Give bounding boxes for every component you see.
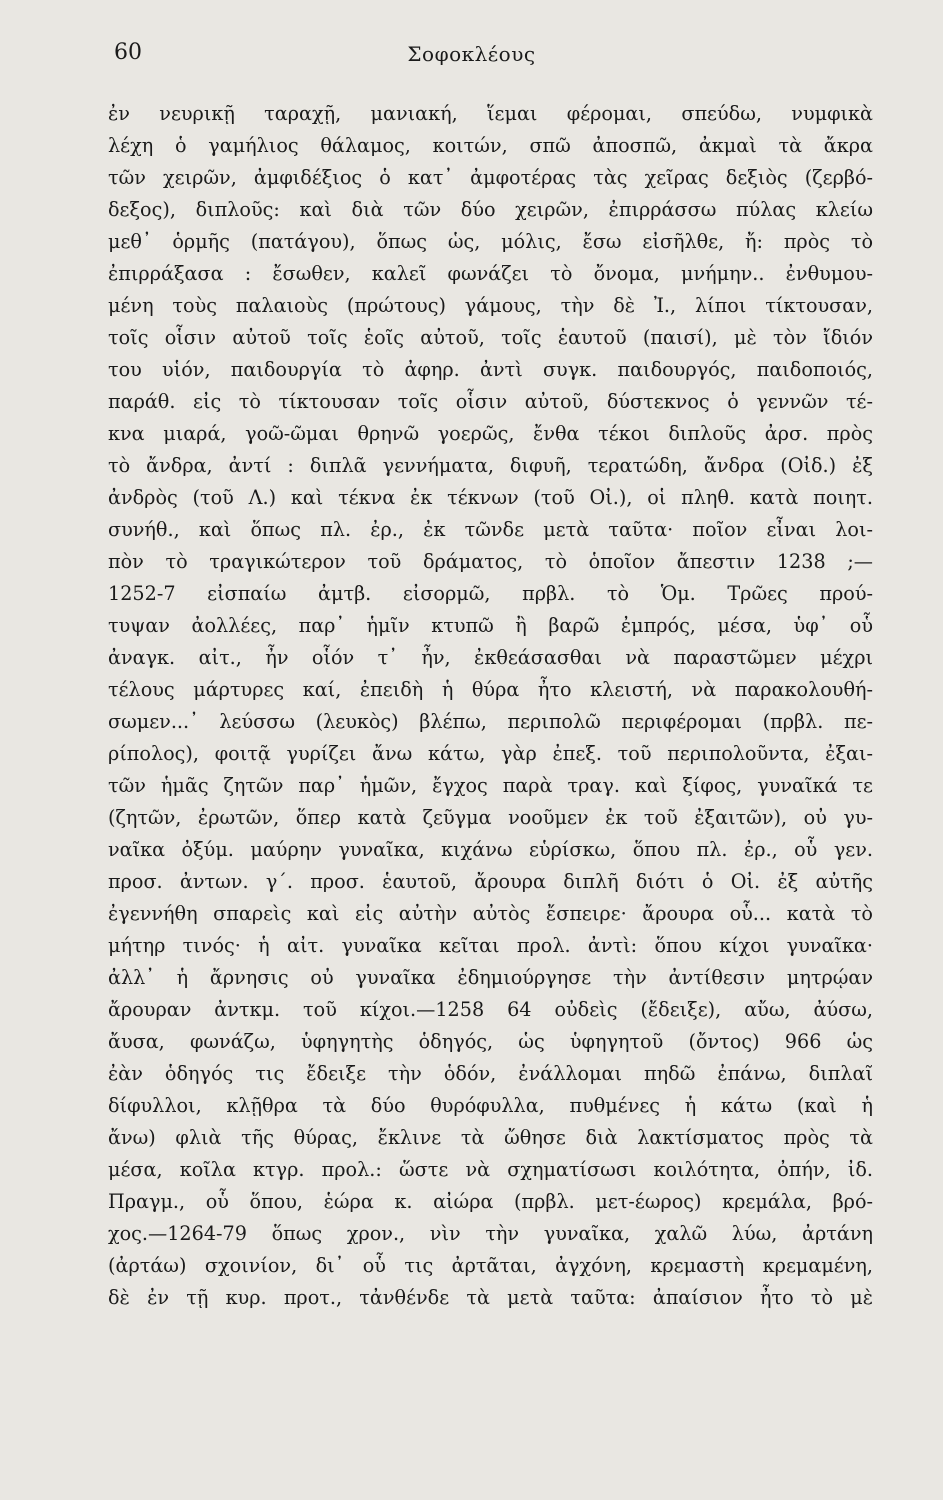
text-line: προσ. ἀντων. γ΄. προσ. ἑαυτοῦ, ἄρουρα διπλῆ διότι ὁ Οἰ. ἐξ αὐτῆς: [108, 870, 873, 893]
commentary-text: [108, 98, 873, 1314]
text-line: ἀναγκ. αἰτ., ἦν οἷόν τ᾽ ἦν, ἐκθεάσασθαι νὰ παραστῶμεν μέχρι: [108, 646, 873, 669]
text-line: 1252-7 εἰσπαίω ἀμτβ. εἰσορμῶ, πρβλ. τὸ Ὁμ. Τρῶες πρού-: [108, 582, 873, 605]
text-line: μένη τοὺς παλαιοὺς (πρώτους) γάμους, τὴν δὲ Ἰ., λίποι τίκτουσαν,: [108, 294, 873, 317]
text-line: δὲ ἐν τῇ κυρ. προτ., τἀνθένδε τὰ μετὰ ταῦτα: ἀπαίσιον ἦτο τὸ μὲ: [108, 1286, 873, 1309]
text-line: παράθ. εἰς τὸ τίκτουσαν τοῖς οἷσιν αὐτοῦ, δύστεκνος ὁ γεννῶν τέ-: [108, 390, 873, 413]
text-line: (ζητῶν, ἐρωτῶν, ὅπερ κατὰ ζεῦγμα νοοῦμεν ἐκ τοῦ ἐξαιτῶν), οὐ γυ-: [108, 806, 873, 829]
text-line: ἐγεννήθη σπαρεὶς καὶ εἰς αὐτὴν αὐτὸς ἔσπειρε· ἄρουρα οὗ... κατὰ τὸ: [108, 902, 873, 925]
text-line: ἐν νευρικῇ ταραχῇ, μανιακή, ἵεμαι φέρομαι, σπεύδω, νυμφικὰ: [108, 102, 873, 125]
text-line: πὸν τὸ τραγικώτερον τοῦ δράματος, τὸ ὁποῖον ἄπεστιν 1238 ;—: [108, 550, 873, 573]
text-line: του υἱόν, παιδουργία τὸ ἀφηρ. ἀντὶ συγκ. παιδουργός, παιδοποιός,: [108, 358, 873, 381]
text-line: ἀνδρὸς (τοῦ Λ.) καὶ τέκνα ἐκ τέκνων (τοῦ Οἰ.), οἱ πληθ. κατὰ ποιητ.: [108, 486, 873, 509]
text-line: τῶν ἡμᾶς ζητῶν παρ᾽ ἡμῶν, ἔγχος παρὰ τραγ. καὶ ξίφος, γυναῖκά τε: [108, 774, 873, 797]
text-line: ἀλλ᾽ ἡ ἄρνησις οὐ γυναῖκα ἐδημιούργησε τὴν ἀντίθεσιν μητρῴαν: [108, 966, 873, 989]
text-line: δεξος), διπλοῦς: καὶ διὰ τῶν δύο χειρῶν, ἐπιρράσσω πύλας κλείω: [108, 198, 873, 221]
text-line: συνήθ., καὶ ὅπως πλ. ἐρ., ἐκ τῶνδε μετὰ ταῦτα· ποῖον εἶναι λοι-: [108, 518, 873, 541]
text-line: μέσα, κοῖλα κτγρ. προλ.: ὥστε νὰ σχηματίσωσι κοιλότητα, ὀπήν, ἰδ.: [108, 1158, 873, 1181]
text-line: ἐὰν ὁδηγός τις ἔδειξε τὴν ὁδόν, ἐνάλλομαι πηδῶ ἐπάνω, διπλαῖ: [108, 1062, 873, 1085]
text-line: Πραγμ., οὗ ὅπου, ἑώρα κ. αἰώρα (πρβλ. μετ-έωρος) κρεμάλα, βρό-: [108, 1190, 873, 1213]
text-line: ἄρουραν ἀντκμ. τοῦ κίχοι.—1258 64 οὐδεὶς (ἔδειξε), αὔω, ἀύσω,: [108, 998, 873, 1021]
text-line: τὸ ἄνδρα, ἀντί : διπλᾶ γεννήματα, διφυῆ, τερατώδη, ἄνδρα (Οἰδ.) ἐξ: [108, 454, 873, 477]
text-line: ναῖκα ὀξύμ. μαύρην γυναῖκα, κιχάνω εὑρίσκω, ὅπου πλ. ἐρ., οὗ γεν.: [108, 838, 873, 861]
text-line: μήτηρ τινός· ἡ αἰτ. γυναῖκα κεῖται προλ. ἀντὶ: ὅπου κίχοι γυναῖκα·: [108, 934, 873, 957]
text-line: τῶν χειρῶν, ἀμφιδέξιος ὁ κατ᾽ ἀμφοτέρας τὰς χεῖρας δεξιὸς (ζερβό-: [108, 166, 873, 189]
text-line: ἐπιρράξασα : ἔσωθεν, καλεῖ φωνάζει τὸ ὄνομα, μνήμην.. ἐνθυμου-: [108, 262, 873, 285]
page-number: 60: [114, 40, 142, 65]
running-title: Σοφοκλέους: [407, 42, 536, 66]
text-line: κνα μιαρά, γοῶ-ῶμαι θρηνῶ γοερῶς, ἔνθα τέκοι διπλοῦς ἀρσ. πρὸς: [108, 422, 873, 445]
text-line: δίφυλλοι, κλῇθρα τὰ δύο θυρόφυλλα, πυθμένες ἡ κάτω (καὶ ἡ: [108, 1094, 873, 1117]
text-line: τέλους μάρτυρες καί, ἐπειδὴ ἡ θύρα ἦτο κλειστή, νὰ παρακολουθή-: [108, 678, 873, 701]
text-line: χος.—1264-79 ὅπως χρον., νὶν τὴν γυναῖκα, χαλῶ λύω, ἀρτάνη: [108, 1222, 873, 1245]
text-line: τυψαν ἀολλέες, παρ᾽ ἡμῖν κτυπῶ ἢ βαρῶ ἐμπρός, μέσα, ὑφ᾽ οὗ: [108, 614, 873, 637]
text-line: λέχη ὁ γαμήλιος θάλαμος, κοιτών, σπῶ ἀποσπῶ, ἀκμαὶ τὰ ἄκρα: [108, 134, 873, 157]
text-line: ρίπολος), φοιτᾷ γυρίζει ἄνω κάτω, γὰρ ἐπεξ. τοῦ περιπολοῦντα, ἐξαι-: [108, 742, 873, 765]
text-line: σωμεν...᾽ λεύσσω (λευκὸς) βλέπω, περιπολῶ περιφέρομαι (πρβλ. πε-: [108, 710, 873, 733]
text-line: ἄνω) φλιὰ τῆς θύρας, ἔκλινε τὰ ὤθησε διὰ λακτίσματος πρὸς τὰ: [108, 1126, 873, 1149]
text-line: ἄυσα, φωνάζω, ὑφηγητὴς ὁδηγός, ὡς ὑφηγητοῦ (ὄντος) 966 ὡς: [108, 1030, 873, 1053]
text-line: μεθ᾽ ὁρμῆς (πατάγου), ὅπως ὡς, μόλις, ἔσω εἰσῆλθε, ἤ: πρὸς τὸ: [108, 230, 873, 253]
page-header: [0, 40, 943, 76]
text-line: (ἀρτάω) σχοινίον, δι᾽ οὗ τις ἀρτᾶται, ἀγχόνη, κρεμαστὴ κρεμαμένη,: [108, 1254, 873, 1277]
text-line: τοῖς οἷσιν αὐτοῦ τοῖς ἑοῖς αὐτοῦ, τοῖς ἑαυτοῦ (παισί), μὲ τὸν ἴδιόν: [108, 326, 873, 349]
